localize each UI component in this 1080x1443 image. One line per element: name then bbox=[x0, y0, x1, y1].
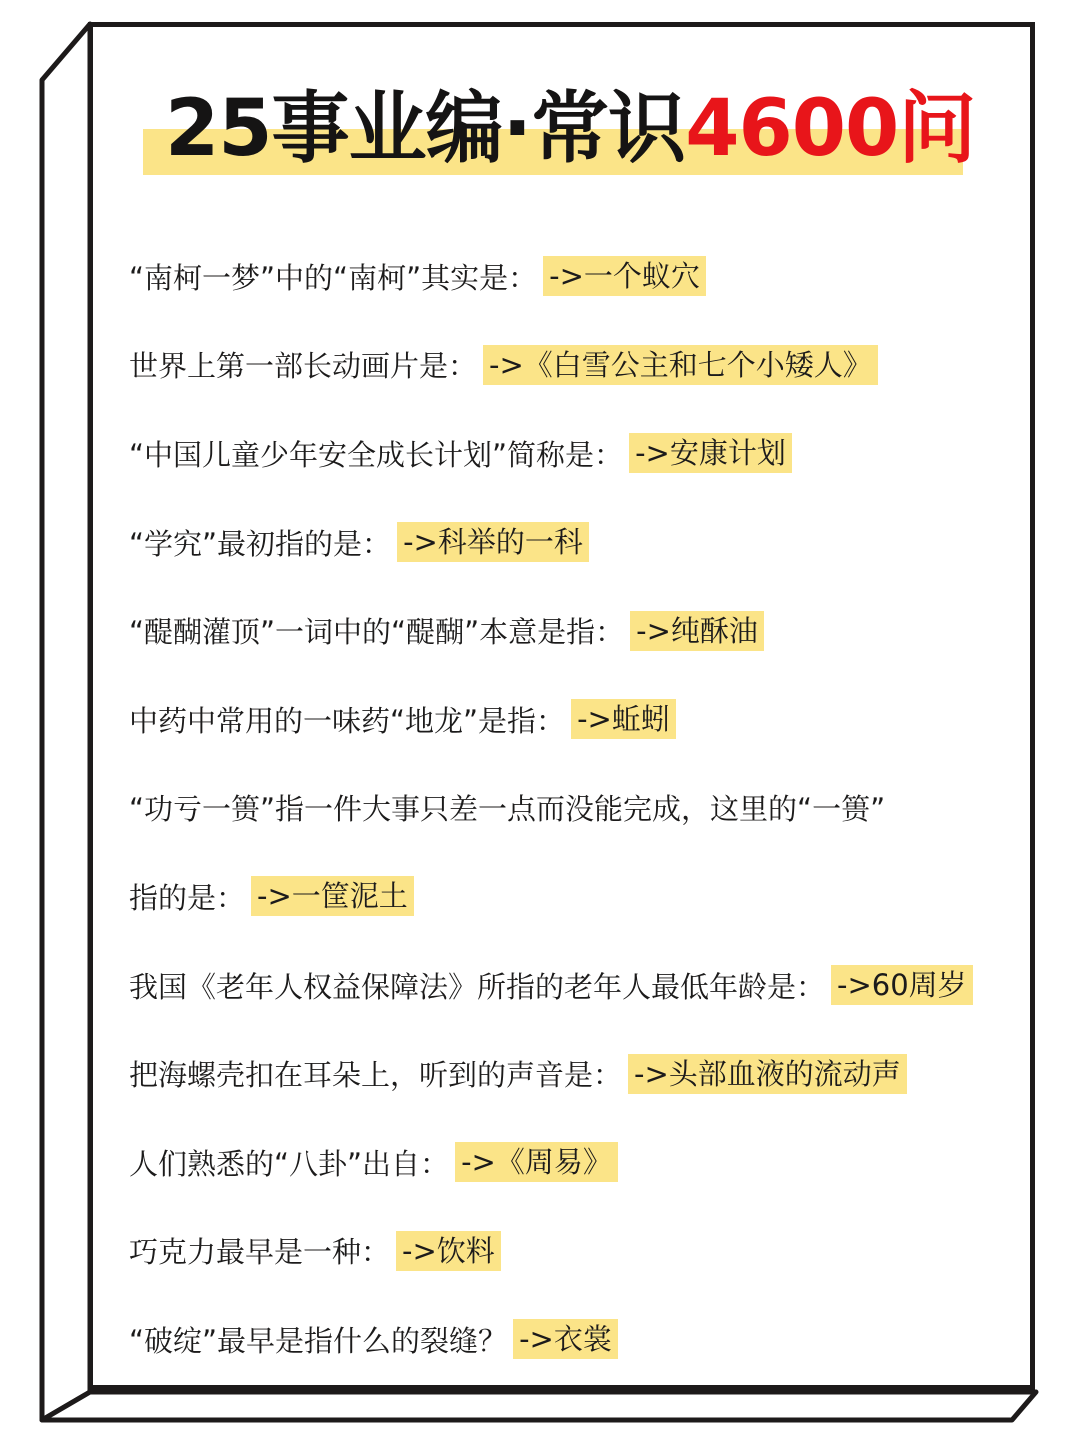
qa-item bbox=[129, 321, 1019, 410]
question-text: 人们熟悉的“八卦”出自： bbox=[129, 1146, 450, 1181]
qa-item bbox=[129, 764, 1019, 853]
qa-item bbox=[129, 1295, 1019, 1384]
qa-list bbox=[129, 232, 1019, 1384]
question-text: “南柯一梦”中的“南柯”其实是： bbox=[129, 260, 538, 295]
answer-highlight: ->一个蚁穴 bbox=[543, 256, 706, 296]
qa-item bbox=[129, 498, 1019, 587]
question-text: 世界上第一部长动画片是： bbox=[129, 349, 478, 384]
title-block bbox=[143, 79, 976, 187]
answer-highlight: ->衣裳 bbox=[513, 1319, 618, 1359]
answer-highlight: ->科举的一科 bbox=[397, 522, 589, 562]
answer-highlight: ->《白雪公主和七个小矮人》 bbox=[483, 345, 878, 385]
question-text: 把海螺壳扣在耳朵上，听到的声音是： bbox=[129, 1058, 623, 1093]
qa-item bbox=[129, 1029, 1019, 1118]
qa-item bbox=[129, 941, 1019, 1030]
question-text: “中国儿童少年安全成长计划”简称是： bbox=[129, 437, 624, 472]
question-text: 巧克力最早是一种： bbox=[129, 1235, 391, 1270]
answer-highlight: ->一筐泥土 bbox=[251, 876, 414, 916]
question-text: “醍醐灌顶”一词中的“醍醐”本意是指： bbox=[129, 615, 625, 650]
question-text: 中药中常用的一味药“地龙”是指： bbox=[129, 703, 566, 738]
question-text: “破绽”最早是指什么的裂缝？ bbox=[129, 1323, 508, 1358]
page bbox=[88, 22, 1035, 1390]
question-text: 指的是： bbox=[129, 880, 246, 915]
question-text: 我国《老年人权益保障法》所指的老年人最低年龄是： bbox=[129, 969, 826, 1004]
question-text: “功亏一篑”指一件大事只差一点而没能完成，这里的“一篑” bbox=[129, 792, 886, 827]
title-main: 25事业编·常识 bbox=[165, 84, 686, 174]
answer-highlight: ->纯酥油 bbox=[630, 611, 764, 651]
qa-item bbox=[129, 409, 1019, 498]
qa-item bbox=[129, 232, 1019, 321]
question-text: “学究”最初指的是： bbox=[129, 526, 392, 561]
answer-highlight: ->60周岁 bbox=[831, 965, 973, 1005]
page-title bbox=[165, 79, 975, 179]
answer-highlight: ->蚯蚓 bbox=[571, 699, 676, 739]
answer-highlight: ->饮料 bbox=[396, 1231, 501, 1271]
qa-item bbox=[129, 1207, 1019, 1296]
title-count: 4600问 bbox=[685, 84, 976, 174]
qa-item bbox=[129, 675, 1019, 764]
qa-item bbox=[129, 586, 1019, 675]
qa-item bbox=[129, 852, 1019, 941]
qa-item bbox=[129, 1118, 1019, 1207]
answer-highlight: ->《周易》 bbox=[455, 1142, 618, 1182]
answer-highlight: ->头部血液的流动声 bbox=[628, 1054, 907, 1094]
answer-highlight: ->安康计划 bbox=[629, 433, 792, 473]
